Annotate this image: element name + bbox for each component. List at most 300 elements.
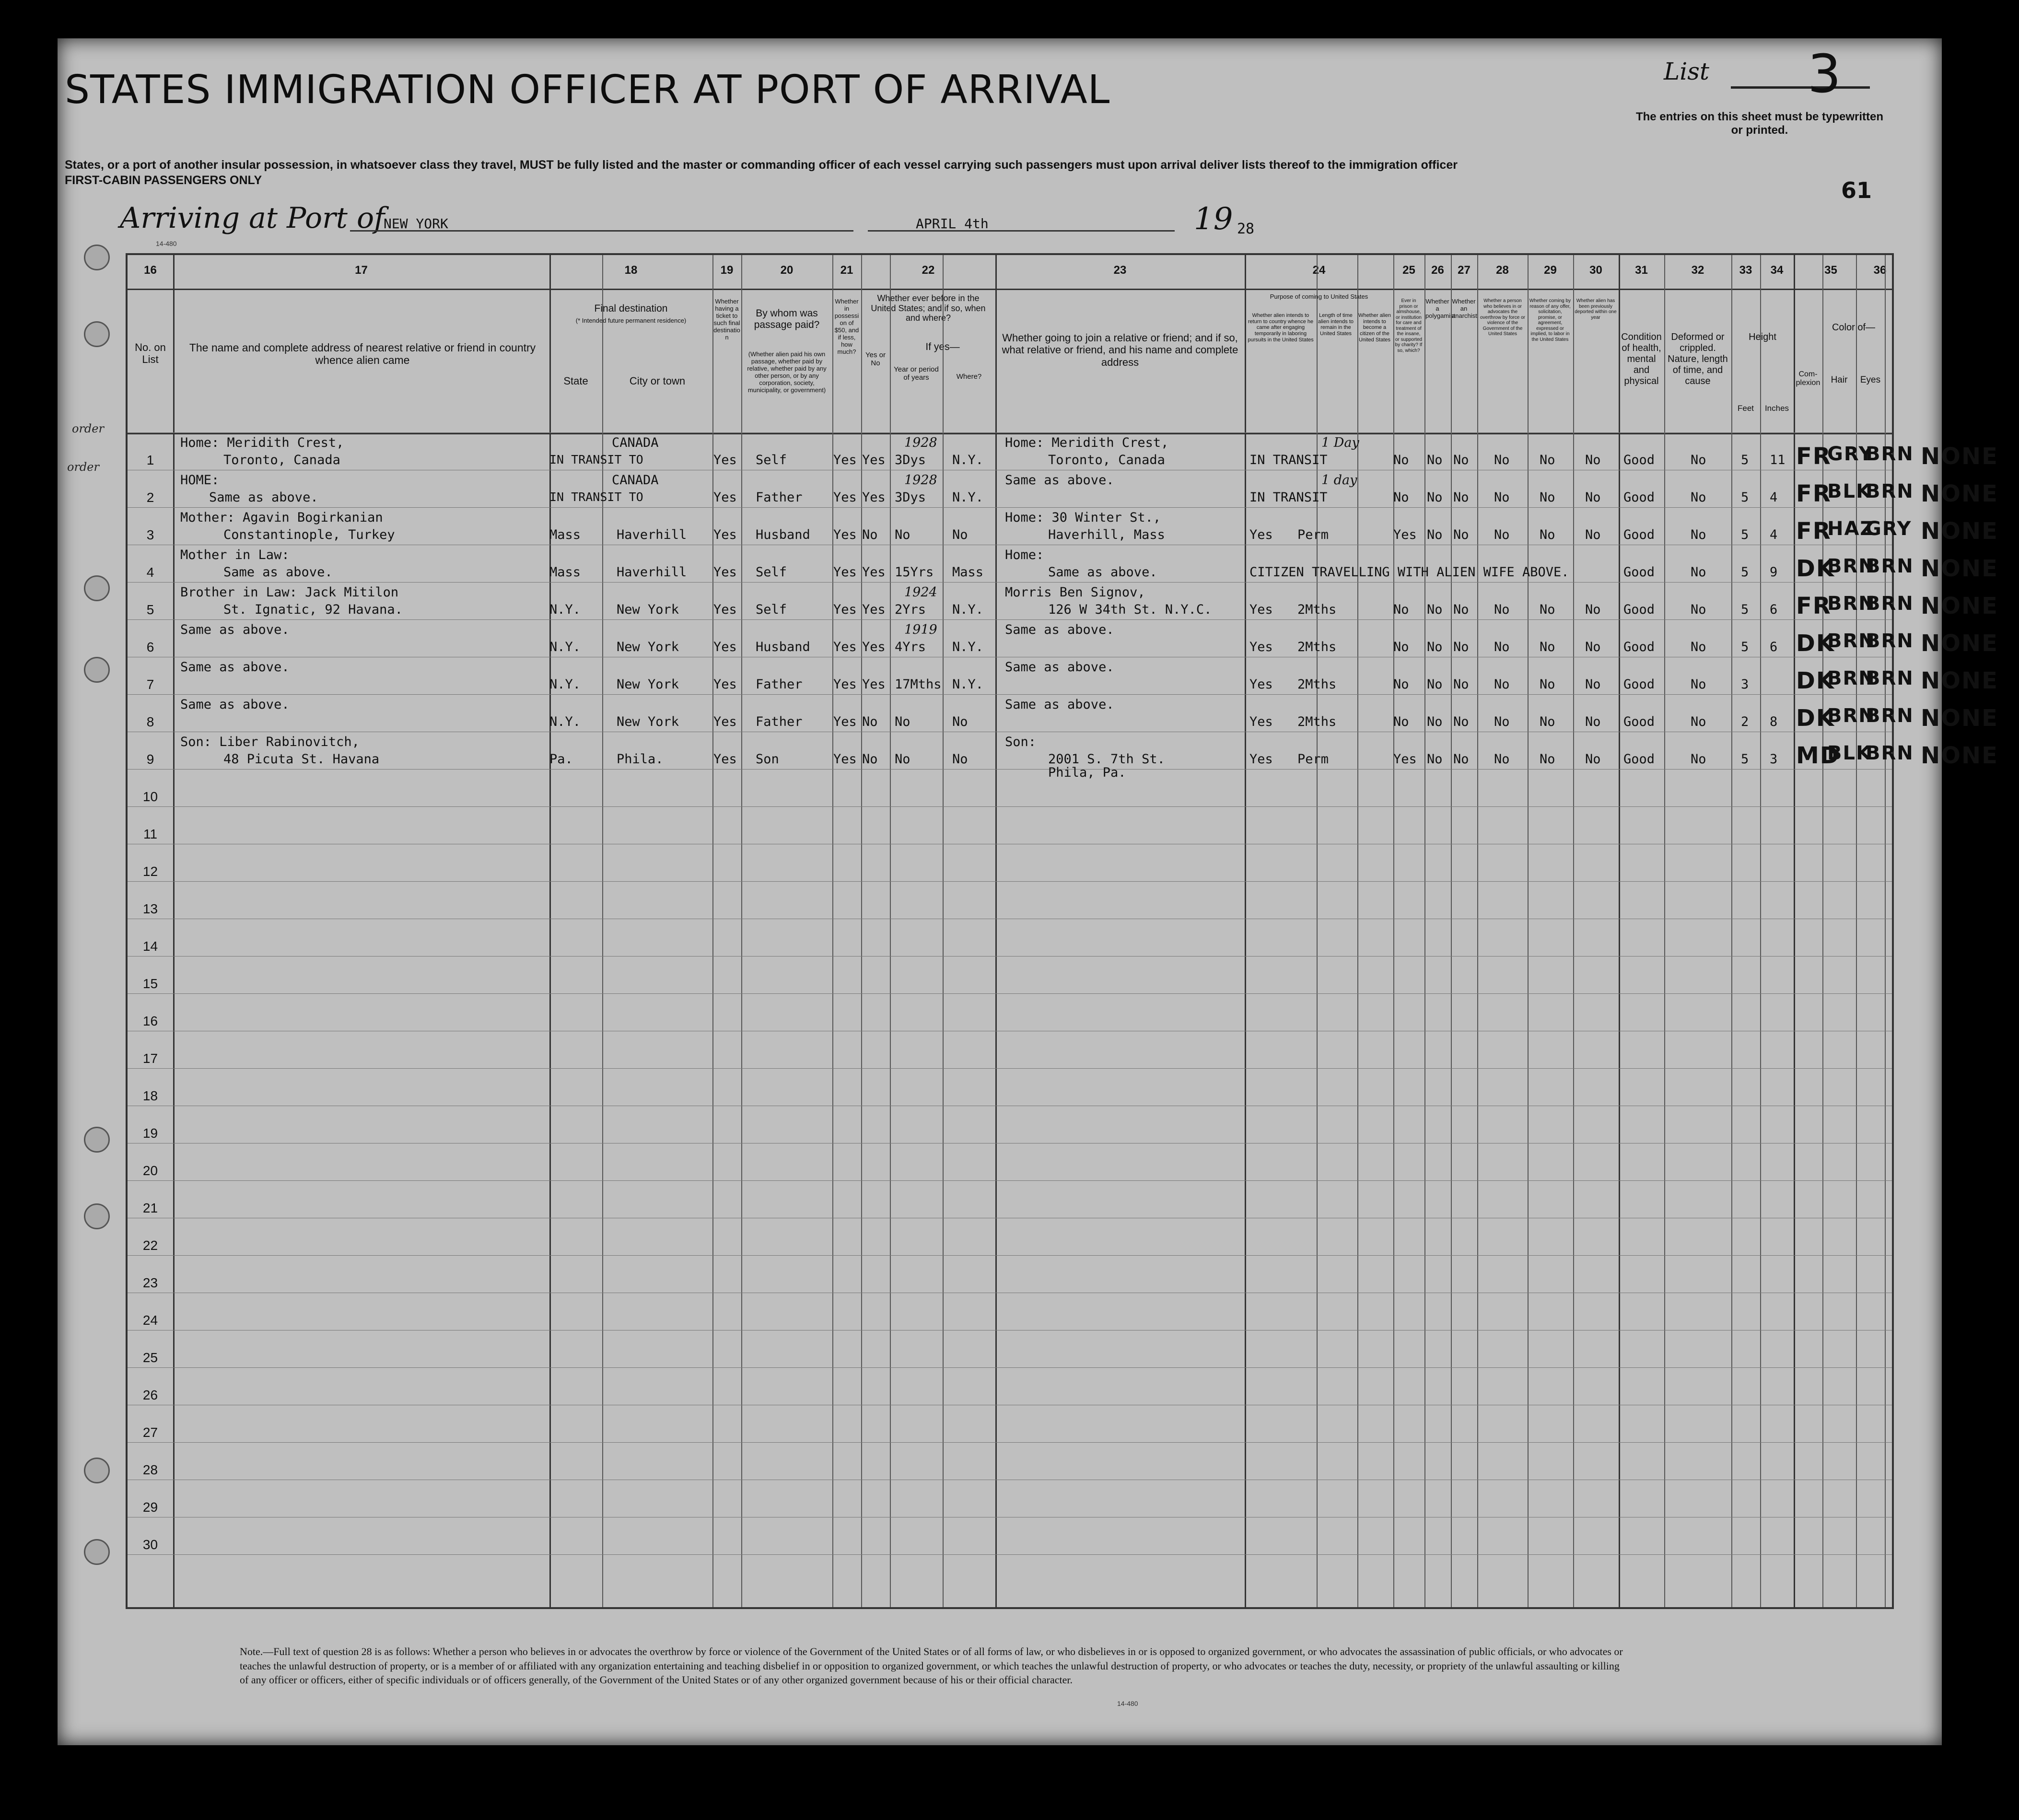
row-number: 21 xyxy=(142,1201,158,1215)
hair-value: BLK xyxy=(1827,742,1872,764)
anarchist-value: No xyxy=(1453,752,1469,767)
col-num: 36 xyxy=(1873,264,1887,277)
manifest-table xyxy=(126,253,1998,1609)
column-line xyxy=(995,255,997,1607)
eyes-value: BRN xyxy=(1866,705,1914,727)
hdr-anarchist: Whether an anarchist xyxy=(1452,298,1477,319)
complexion-value: DK xyxy=(1796,630,1835,657)
handwritten-year: 1928 xyxy=(904,435,937,450)
row-number: 11 xyxy=(143,827,158,841)
marks-value: NONE xyxy=(1921,593,1998,619)
q30-value: No xyxy=(1585,490,1601,505)
col-num: 16 xyxy=(144,264,157,277)
hair-value: BRN xyxy=(1827,705,1876,727)
possession-value: Yes xyxy=(833,490,857,505)
height-inches: 11 xyxy=(1770,453,1786,467)
row-number: 22 xyxy=(142,1238,158,1253)
column-line xyxy=(173,255,175,1607)
eyes-value: BRN xyxy=(1866,480,1914,502)
duration-value: 2Mths xyxy=(1297,640,1337,654)
destination-state: IN TRANSIT TO xyxy=(549,490,643,504)
col-num: 31 xyxy=(1635,264,1648,277)
years-value: 4Yrs xyxy=(895,640,926,654)
anarchist-value: No xyxy=(1453,490,1469,505)
destination-state: N.Y. xyxy=(549,640,581,654)
marks-value: NONE xyxy=(1921,480,1998,507)
hdr-purpose-b: Length of time alien intends to remain in the United States xyxy=(1318,313,1354,337)
destination-city: Phila. xyxy=(617,752,664,767)
row-number: 30 xyxy=(142,1537,158,1552)
health-value: Good xyxy=(1623,602,1655,617)
q28-value: No xyxy=(1494,752,1510,767)
punch-hole xyxy=(84,575,110,601)
ticket-value: Yes xyxy=(713,565,737,580)
q30-value: No xyxy=(1585,677,1601,692)
joining-line-1: Same as above. xyxy=(1005,473,1114,488)
hdr-purpose: Purpose of coming to United States xyxy=(1270,293,1368,300)
column-line xyxy=(1424,255,1425,1607)
punch-hole xyxy=(84,1127,110,1153)
ever-before-value: No xyxy=(862,714,878,729)
polygamist-value: No xyxy=(1427,677,1443,692)
marks-value: NONE xyxy=(1921,518,1998,545)
destination-city: Haverhill xyxy=(617,565,687,580)
hdr-health: Condition of health, mental and physical xyxy=(1621,332,1662,386)
destination-country: CANADA xyxy=(612,473,659,488)
polygamist-value: No xyxy=(1427,752,1443,767)
height-feet: 5 xyxy=(1741,752,1749,767)
hair-value: HAZ xyxy=(1827,518,1875,540)
passage-paid-value: Self xyxy=(756,565,787,580)
ever-before-value: Yes xyxy=(862,453,886,467)
years-value: 3Dys xyxy=(895,490,926,505)
hdr-q28: Whether a person who believes in or advocates the overthrow by force or violence of the Government of the United States xyxy=(1480,298,1525,337)
hdr-hair: Hair xyxy=(1831,375,1848,385)
row-number: 28 xyxy=(142,1462,158,1477)
q30-value: No xyxy=(1585,640,1601,654)
q30-value: No xyxy=(1585,602,1601,617)
possession-value: Yes xyxy=(833,527,857,542)
joining-line-2: Toronto, Canada xyxy=(1048,453,1165,467)
height-inches: 9 xyxy=(1770,565,1778,580)
polygamist-value: No xyxy=(1427,490,1443,505)
column-line xyxy=(1477,255,1478,1607)
col-num: 23 xyxy=(1113,264,1127,277)
column-line xyxy=(741,255,742,1607)
duration-value: Perm xyxy=(1297,752,1329,767)
joining-line-1: Home: xyxy=(1005,548,1044,562)
row-line xyxy=(128,432,1892,433)
ever-before-value: No xyxy=(862,527,878,542)
ticket-value: Yes xyxy=(713,640,737,654)
hdr-prison: Ever in prison or almshouse, or institution for care and treatment of the insane, or supported by charity? If so, which? xyxy=(1395,298,1423,353)
complexion-value: DK xyxy=(1796,705,1835,732)
page-title: STATES IMMIGRATION OFFICER AT PORT OF ARRIVAL xyxy=(65,67,1110,113)
relative-line-1: Mother in Law: xyxy=(180,548,290,562)
eyes-value: BRN xyxy=(1866,667,1914,689)
destination-city: New York xyxy=(617,677,679,692)
row-line xyxy=(128,769,1892,770)
hair-value: BRN xyxy=(1827,593,1876,615)
col-num: 35 xyxy=(1824,264,1837,277)
possession-value: Yes xyxy=(833,714,857,729)
passage-paid-value: Father xyxy=(756,677,803,692)
polygamist-value: No xyxy=(1427,640,1443,654)
hdr-q30: Whether alien has been previously deported within one year xyxy=(1575,298,1617,320)
complexion-value: DK xyxy=(1796,667,1835,694)
year-suffix: 28 xyxy=(1237,221,1255,237)
where-value: N.Y. xyxy=(952,602,984,617)
q28-value: No xyxy=(1494,453,1510,467)
row-number: 9 xyxy=(146,752,154,767)
joining-line-2: 2001 S. 7th St. xyxy=(1048,752,1165,767)
relative-line-2: Same as above. xyxy=(223,565,333,580)
possession-value: Yes xyxy=(833,565,857,580)
col-num: 19 xyxy=(720,264,734,277)
complexion-value: FR xyxy=(1796,443,1832,470)
hdr-citizen: Whether alien intends to become a citizen of the United States xyxy=(1358,313,1391,343)
purpose-value: IN TRANSIT xyxy=(1249,453,1328,467)
col-num: 32 xyxy=(1691,264,1704,277)
row-line xyxy=(128,1442,1892,1443)
q29-value: No xyxy=(1540,714,1555,729)
q30-value: No xyxy=(1585,714,1601,729)
where-value: No xyxy=(952,527,968,542)
sheet-number: 61 xyxy=(1841,177,1872,203)
purpose-value: Yes xyxy=(1249,752,1273,767)
hdr-joining: Whether going to join a relative or friend; and if so, what relative or friend, and his name and complete address xyxy=(1002,332,1238,368)
where-value: N.Y. xyxy=(952,490,984,505)
footnote-code: 14-480 xyxy=(1117,1700,1138,1707)
destination-country: CANADA xyxy=(612,435,659,450)
q28-value: No xyxy=(1494,602,1510,617)
height-feet: 5 xyxy=(1741,602,1749,617)
hdr-feet: Feet xyxy=(1737,404,1754,413)
row-number: 26 xyxy=(142,1388,158,1402)
destination-state: Mass xyxy=(549,565,581,580)
joining-line-1: Same as above. xyxy=(1005,697,1114,712)
height-feet: 5 xyxy=(1741,640,1749,654)
eyes-value: BRN xyxy=(1866,742,1914,764)
destination-city: New York xyxy=(617,714,679,729)
hdr-deformed: Deformed or crippled. Nature, length of time, and cause xyxy=(1668,332,1728,386)
row-line xyxy=(128,1180,1892,1181)
height-inches: 8 xyxy=(1770,714,1778,729)
col25-value: No xyxy=(1393,714,1409,729)
relative-line-2: Toronto, Canada xyxy=(223,453,340,467)
row-line xyxy=(128,1068,1892,1069)
relative-line-1: Mother: Agavin Bogirkanian xyxy=(180,510,383,525)
hdr-eyes: Eyes xyxy=(1860,375,1881,385)
polygamist-value: No xyxy=(1427,714,1443,729)
passage-paid-value: Son xyxy=(756,752,779,767)
col25-value: No xyxy=(1393,640,1409,654)
anarchist-value: No xyxy=(1453,714,1469,729)
q28-value: No xyxy=(1494,527,1510,542)
purpose-value: Yes xyxy=(1249,640,1273,654)
height-inches: 3 xyxy=(1770,752,1778,767)
list-underline xyxy=(1731,86,1870,89)
joining-line-1: Home: Meridith Crest, xyxy=(1005,435,1169,450)
marks-value: NONE xyxy=(1921,705,1998,732)
deformed-value: No xyxy=(1691,602,1706,617)
polygamist-value: No xyxy=(1427,527,1443,542)
height-feet: 5 xyxy=(1741,453,1749,467)
possession-value: Yes xyxy=(833,602,857,617)
ever-before-value: No xyxy=(862,752,878,767)
ever-before-value: Yes xyxy=(862,640,886,654)
handwritten-year: 1924 xyxy=(904,585,937,600)
row-line xyxy=(128,619,1892,620)
purpose-value: IN TRANSIT xyxy=(1249,490,1328,505)
citizen-note: CITIZEN TRAVELLING WITH ALIEN WIFE ABOVE. xyxy=(1249,565,1569,580)
years-value: 3Dys xyxy=(895,453,926,467)
health-value: Good xyxy=(1623,527,1655,542)
col-num: 27 xyxy=(1458,264,1470,277)
row-line xyxy=(128,694,1892,695)
column-line xyxy=(1760,255,1761,1607)
hair-value: GRY xyxy=(1827,443,1874,465)
height-feet: 3 xyxy=(1741,677,1749,692)
punch-hole xyxy=(84,1458,110,1483)
deformed-value: No xyxy=(1691,640,1706,654)
punch-hole xyxy=(84,245,110,270)
destination-state: N.Y. xyxy=(549,602,581,617)
column-line xyxy=(1245,255,1246,1607)
form-code: 14-480 xyxy=(156,240,177,247)
where-value: N.Y. xyxy=(952,677,984,692)
deformed-value: No xyxy=(1691,490,1706,505)
hair-value: BRN xyxy=(1827,667,1876,689)
handwritten-duration: 1 day xyxy=(1321,473,1357,488)
list-number: 3 xyxy=(1808,43,1841,105)
column-line xyxy=(1619,255,1620,1607)
col-num: 34 xyxy=(1770,264,1784,277)
row-number: 7 xyxy=(146,677,154,692)
complexion-value: DK xyxy=(1796,555,1835,582)
purpose-value: Yes xyxy=(1249,527,1273,542)
punch-hole xyxy=(84,657,110,683)
col-num: 24 xyxy=(1312,264,1326,277)
column-line xyxy=(890,255,891,1607)
possession-value: Yes xyxy=(833,640,857,654)
hdr-yes-or-no: Yes or No xyxy=(865,351,886,368)
eyes-value: GRY xyxy=(1866,518,1912,540)
col-num: 25 xyxy=(1402,264,1415,277)
q29-value: No xyxy=(1540,752,1555,767)
col25-value: No xyxy=(1393,602,1409,617)
marks-value: NONE xyxy=(1921,555,1998,582)
duration-value: 2Mths xyxy=(1297,602,1337,617)
col-num: 18 xyxy=(624,264,638,277)
q30-value: No xyxy=(1585,527,1601,542)
q29-value: No xyxy=(1540,640,1555,654)
q28-value: No xyxy=(1494,677,1510,692)
anarchist-value: No xyxy=(1453,677,1469,692)
relative-line-2: 48 Picuta St. Havana xyxy=(223,752,380,767)
possession-value: Yes xyxy=(833,453,857,467)
row-number: 8 xyxy=(146,714,154,729)
footnote: Note.—Full text of question 28 is as follows: Whether a person who believes in or advocates the overthrow by force or violence of the Government of the United States or of all forms of law, or who disbelieves in or is opposed to organized government, or who advocates the assassination of public officials, or who advocates or teaches the unlawful destruction of property, or is a member of or affiliated with any organization entertaining and teaching disbelief in or opposition to organized government, or which teaches the unlawful destruction of property, or who advocates or teaches the duty, necessity, or propriety of the unlawful assaulting or killing of any officer or officers, either of specific individuals or of officers generally, of the Government of the United States or of any other organized government because of his or their official character. xyxy=(240,1645,1623,1686)
row-number: 19 xyxy=(142,1126,158,1141)
ticket-value: Yes xyxy=(713,602,737,617)
eyes-value: BRN xyxy=(1866,555,1914,577)
ticket-value: Yes xyxy=(713,714,737,729)
where-value: Mass xyxy=(952,565,984,580)
destination-state: IN TRANSIT TO xyxy=(549,453,643,467)
years-value: No xyxy=(895,714,910,729)
possession-value: Yes xyxy=(833,752,857,767)
handwritten-year: 1919 xyxy=(904,622,937,637)
years-value: 2Yrs xyxy=(895,602,926,617)
hdr-passage-paid: By whom was passage paid? xyxy=(754,308,820,331)
deformed-value: No xyxy=(1691,677,1706,692)
hair-value: BRN xyxy=(1827,555,1876,577)
row-number: 17 xyxy=(142,1051,158,1066)
height-inches: 4 xyxy=(1770,490,1778,505)
row-number: 5 xyxy=(146,602,154,617)
header-band xyxy=(128,289,1892,434)
duration-value: 2Mths xyxy=(1297,714,1337,729)
passage-paid-value: Husband xyxy=(756,640,810,654)
row-line xyxy=(128,1554,1892,1555)
hdr-complexion: Com-plexion xyxy=(1796,370,1821,387)
col25-value: No xyxy=(1393,677,1409,692)
punch-hole xyxy=(84,321,110,347)
col-num: 21 xyxy=(840,264,853,277)
arriving-label: Arriving at Port of xyxy=(120,201,385,235)
relative-line-2: St. Ignatic, 92 Havana. xyxy=(223,602,403,617)
hdr-year-period: Year or period of years xyxy=(894,365,939,382)
relative-line-1: Same as above. xyxy=(180,697,290,712)
ticket-value: Yes xyxy=(713,527,737,542)
anarchist-value: No xyxy=(1453,602,1469,617)
hair-value: BRN xyxy=(1827,630,1876,652)
column-line xyxy=(1664,255,1665,1607)
q30-value: No xyxy=(1585,453,1601,467)
hdr-city: City or town xyxy=(629,375,686,387)
health-value: Good xyxy=(1623,490,1655,505)
column-line xyxy=(1528,255,1529,1607)
q29-value: No xyxy=(1540,453,1555,467)
duration-value: Perm xyxy=(1297,527,1329,542)
q29-value: No xyxy=(1540,527,1555,542)
deformed-value: No xyxy=(1691,565,1706,580)
deformed-value: No xyxy=(1691,453,1706,467)
joining-line-2: 126 W 34th St. N.Y.C. xyxy=(1048,602,1212,617)
possession-value: Yes xyxy=(833,677,857,692)
punch-hole xyxy=(84,1539,110,1565)
col-num: 28 xyxy=(1496,264,1509,277)
ever-before-value: Yes xyxy=(862,490,886,505)
height-feet: 5 xyxy=(1741,527,1749,542)
column-line xyxy=(1357,255,1358,1607)
row-number: 12 xyxy=(142,864,158,879)
row-number: 24 xyxy=(142,1313,158,1328)
hdr-purpose-a: Whether alien intends to return to country whence he came after engaging temporarily in laboring pursuits in the United States xyxy=(1248,313,1314,343)
row-line xyxy=(128,806,1892,807)
row-number: 6 xyxy=(146,640,154,654)
relative-line-1: Home: Meridith Crest, xyxy=(180,435,344,450)
eyes-value: BRN xyxy=(1866,630,1914,652)
joining-line-1: Son: xyxy=(1005,735,1037,749)
anarchist-value: No xyxy=(1453,527,1469,542)
column-number-row xyxy=(128,255,1892,290)
joining-line-1: Morris Ben Signov, xyxy=(1005,585,1145,600)
destination-city: New York xyxy=(617,640,679,654)
hdr-q29: Whether coming by reason of any offer, solicitation, promise, or agreement, expressed or implied, to labor in the United States xyxy=(1529,298,1571,342)
column-line xyxy=(1573,255,1574,1607)
hdr-state: State xyxy=(563,375,588,387)
health-value: Good xyxy=(1623,453,1655,467)
column-line xyxy=(1451,255,1452,1607)
row-number: 1 xyxy=(146,453,154,467)
column-line xyxy=(1731,255,1732,1607)
margin-note: order xyxy=(72,422,104,435)
date-underline xyxy=(868,230,1175,232)
col-num: 33 xyxy=(1739,264,1752,277)
row-number: 29 xyxy=(142,1500,158,1515)
height-inches: 6 xyxy=(1770,602,1778,617)
col25-value: No xyxy=(1393,490,1409,505)
hdr-possession-50: Whether in possession of $50, and if less, how much? xyxy=(834,298,859,355)
col-num: 22 xyxy=(922,264,935,277)
purpose-value: Yes xyxy=(1249,602,1273,617)
ticket-value: Yes xyxy=(713,490,737,505)
hdr-height: Height xyxy=(1749,332,1776,342)
relative-line-2: Same as above. xyxy=(209,490,318,505)
height-inches: 6 xyxy=(1770,640,1778,654)
eyes-value: BRN xyxy=(1866,593,1914,615)
col25-value: No xyxy=(1393,453,1409,467)
hdr-no-on-list: No. on List xyxy=(135,341,166,366)
health-value: Good xyxy=(1623,677,1655,692)
deformed-value: No xyxy=(1691,714,1706,729)
health-value: Good xyxy=(1623,565,1655,580)
col-num: 26 xyxy=(1431,264,1444,277)
col25-value: Yes xyxy=(1393,752,1417,767)
polygamist-value: No xyxy=(1427,453,1443,467)
duration-value: 2Mths xyxy=(1297,677,1337,692)
ever-before-value: Yes xyxy=(862,602,886,617)
col-num: 30 xyxy=(1589,264,1602,277)
years-value: No xyxy=(895,527,910,542)
where-value: N.Y. xyxy=(952,640,984,654)
marks-value: NONE xyxy=(1921,630,1998,657)
where-value: N.Y. xyxy=(952,453,984,467)
row-number: 3 xyxy=(146,527,154,542)
row-line xyxy=(128,1367,1892,1368)
relative-line-1: Same as above. xyxy=(180,622,290,637)
instruction-text: States, or a port of another insular possession, in whatsoever class they travel, MUST be fully listed and the master or commanding officer of each vessel carrying such passengers must upon arrival deliver lists thereof to the immigration officer xyxy=(65,158,1458,172)
destination-city: New York xyxy=(617,602,679,617)
hdr-final-destination-sub: (* Intended future permanent residence) xyxy=(575,317,687,324)
where-value: No xyxy=(952,714,968,729)
row-number: 20 xyxy=(142,1163,158,1178)
complexion-value: FR xyxy=(1796,518,1832,545)
q29-value: No xyxy=(1540,602,1555,617)
row-number: 14 xyxy=(142,939,158,954)
hdr-if-yes: If yes— xyxy=(925,341,960,352)
cabin-class: FIRST-CABIN PASSENGERS ONLY xyxy=(65,174,262,187)
handwritten-duration: 1 Day xyxy=(1321,435,1359,450)
years-value: No xyxy=(895,752,910,767)
entries-note: The entries on this sheet must be typewritten or printed. xyxy=(1635,110,1884,137)
health-value: Good xyxy=(1623,752,1655,767)
joining-line-1: Same as above. xyxy=(1005,660,1114,675)
row-number: 15 xyxy=(142,976,158,991)
hdr-where: Where? xyxy=(956,373,982,381)
